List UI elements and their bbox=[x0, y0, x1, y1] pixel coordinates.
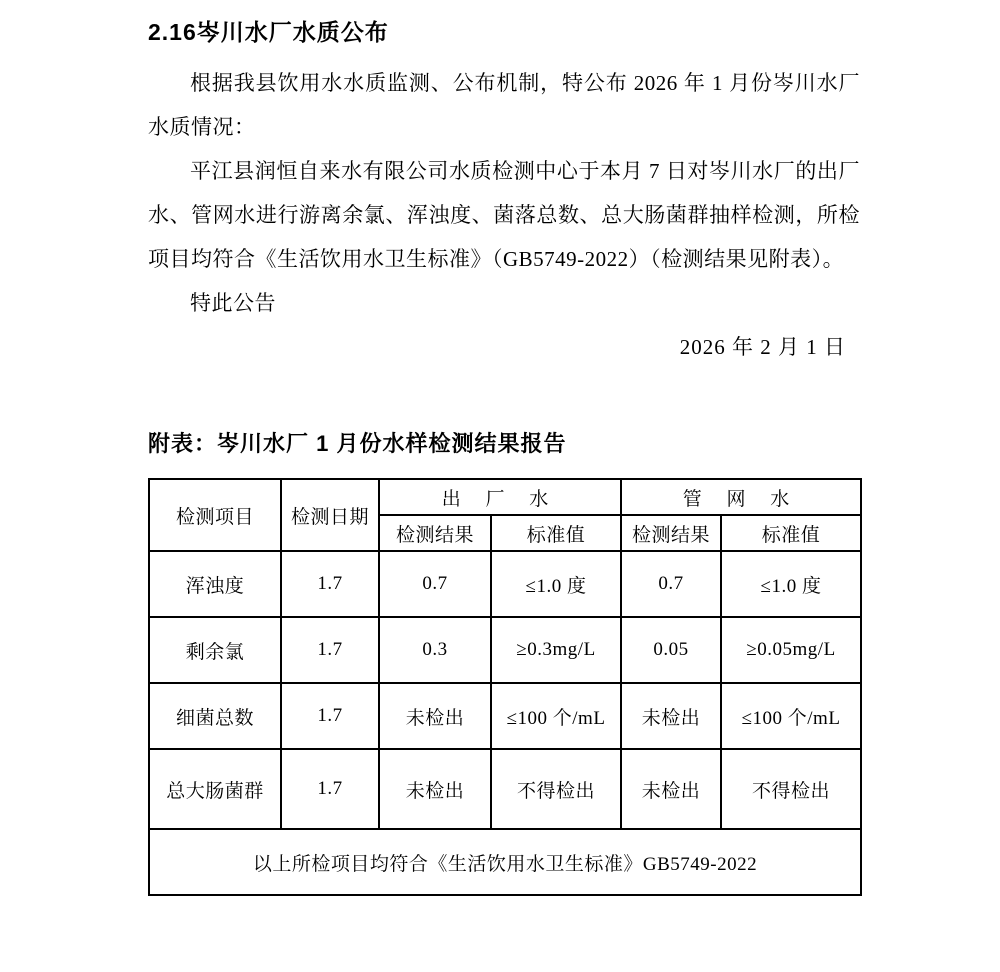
cell-net-result: 0.05 bbox=[621, 617, 721, 683]
table-row-coliform bbox=[149, 749, 861, 829]
table-footer-note: 以上所检项目均符合《生活饮用水卫生标准》GB5749-2022 bbox=[149, 829, 861, 895]
cell-date: 1.7 bbox=[281, 749, 379, 829]
paragraph-body: 平江县润恒自来水有限公司水质检测中心于本月 7 日对岑川水厂的出厂水、管网水进行游离余氯、浑浊度、菌落总数、总大肠菌群抽样检测，所检项目均符合《生活饮用水卫生标准》（GB5749-2022）（检测结果见附表）。 bbox=[148, 159, 860, 271]
water-quality-table bbox=[148, 478, 862, 896]
cell-net-standard: ≥0.05mg/L bbox=[721, 617, 861, 683]
header-cell-pipe-standard: 标准值 bbox=[721, 515, 861, 551]
appendix-title: 附表：岑川水厂 1 月份水样检测结果报告 bbox=[148, 431, 567, 456]
paragraph-notice: 特此公告 bbox=[190, 291, 276, 315]
table-row-residual-chlorine bbox=[149, 617, 861, 683]
cell-date: 1.7 bbox=[281, 617, 379, 683]
document-content bbox=[148, 14, 860, 896]
header-cell-factory-water: 出 厂 水 bbox=[379, 479, 621, 515]
cell-date: 1.7 bbox=[281, 683, 379, 749]
cell-net-result: 未检出 bbox=[621, 749, 721, 829]
cell-out-result: 0.3 bbox=[379, 617, 491, 683]
header-cell-date: 检测日期 bbox=[281, 479, 379, 551]
cell-net-result: 0.7 bbox=[621, 551, 721, 617]
header-cell-pipe-water: 管 网 水 bbox=[621, 479, 861, 515]
document-title: 2.16岑川水厂水质公布 bbox=[148, 19, 389, 45]
cell-out-standard: ≤1.0 度 bbox=[491, 551, 621, 617]
cell-date: 1.7 bbox=[281, 551, 379, 617]
cell-item: 细菌总数 bbox=[149, 683, 281, 749]
cell-item: 总大肠菌群 bbox=[149, 749, 281, 829]
paragraph-intro: 根据我县饮用水水质监测、公布机制，特公布 2026 年 1 月份岑川水厂水质情况： bbox=[148, 71, 860, 139]
header-cell-factory-result: 检测结果 bbox=[379, 515, 491, 551]
cell-item: 剩余氯 bbox=[149, 617, 281, 683]
cell-out-standard: 不得检出 bbox=[491, 749, 621, 829]
table-row-bacteria-count bbox=[149, 683, 861, 749]
cell-net-standard: 不得检出 bbox=[721, 749, 861, 829]
cell-out-result: 未检出 bbox=[379, 683, 491, 749]
cell-out-standard: ≤100 个/mL bbox=[491, 683, 621, 749]
cell-net-result: 未检出 bbox=[621, 683, 721, 749]
cell-out-standard: ≥0.3mg/L bbox=[491, 617, 621, 683]
header-cell-item: 检测项目 bbox=[149, 479, 281, 551]
cell-net-standard: ≤1.0 度 bbox=[721, 551, 861, 617]
cell-net-standard: ≤100 个/mL bbox=[721, 683, 861, 749]
cell-item: 浑浊度 bbox=[149, 551, 281, 617]
document-date: 2026 年 2 月 1 日 bbox=[679, 335, 846, 359]
table-header-row-1 bbox=[149, 479, 861, 515]
cell-out-result: 未检出 bbox=[379, 749, 491, 829]
cell-out-result: 0.7 bbox=[379, 551, 491, 617]
header-cell-factory-standard: 标准值 bbox=[491, 515, 621, 551]
table-row-turbidity bbox=[149, 551, 861, 617]
table-footer-row bbox=[149, 829, 861, 895]
header-cell-pipe-result: 检测结果 bbox=[621, 515, 721, 551]
